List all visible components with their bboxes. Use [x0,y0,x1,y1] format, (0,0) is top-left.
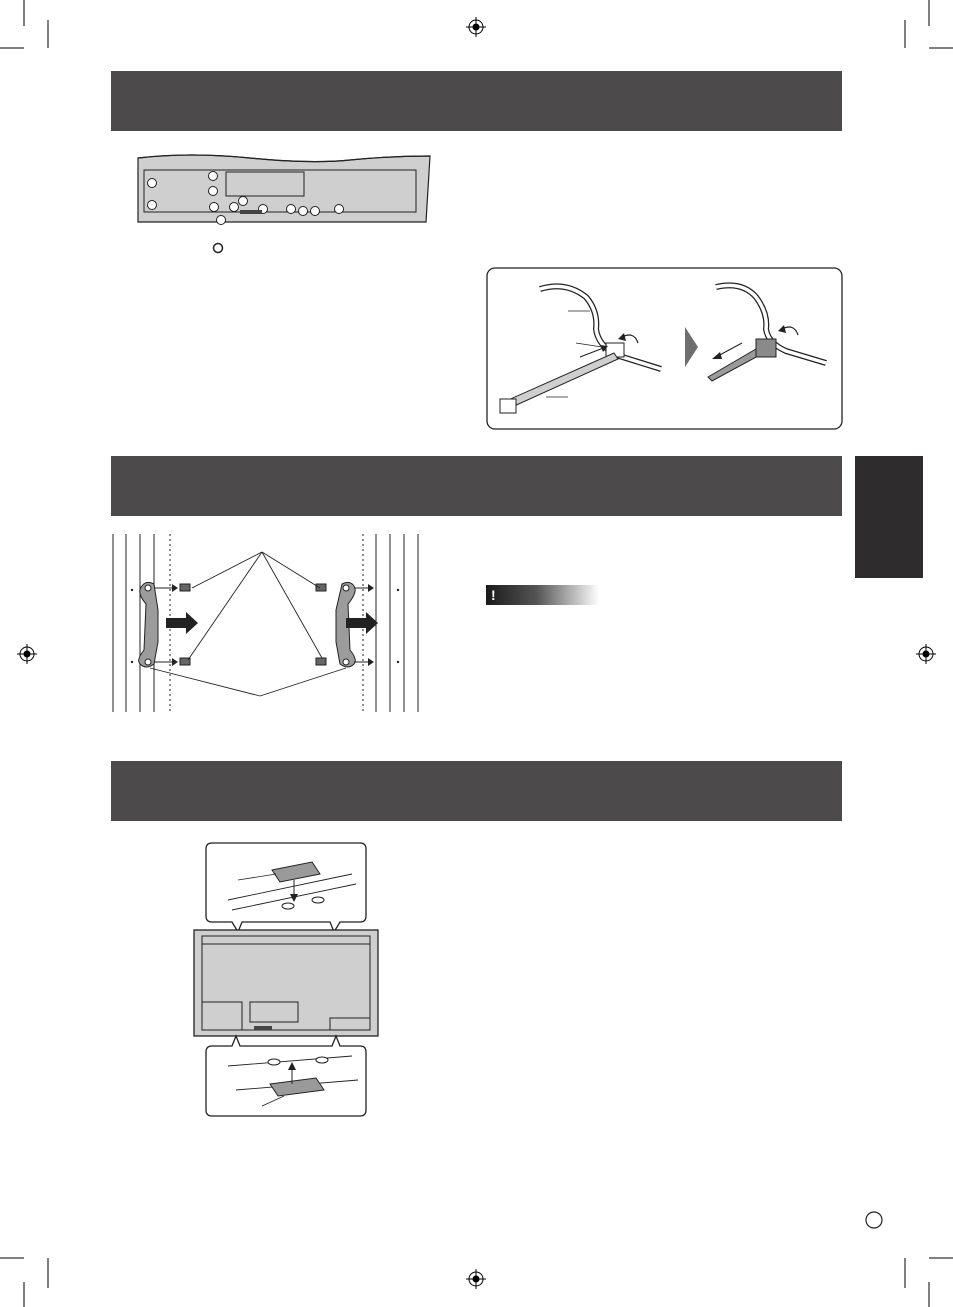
cable-tie-illustration [486,267,844,431]
caution-badge [486,585,599,605]
caution-mark: ! [491,587,496,603]
cover-attachment-diagram [192,840,382,1122]
page-number-circle [864,1210,886,1232]
handle-attachment-diagram [110,530,426,716]
side-chapter-tab [855,456,923,578]
section-header-3 [111,761,842,821]
section-header-1 [111,71,842,131]
section-header-2 [111,456,842,516]
rear-terminal-diagram [130,150,440,260]
